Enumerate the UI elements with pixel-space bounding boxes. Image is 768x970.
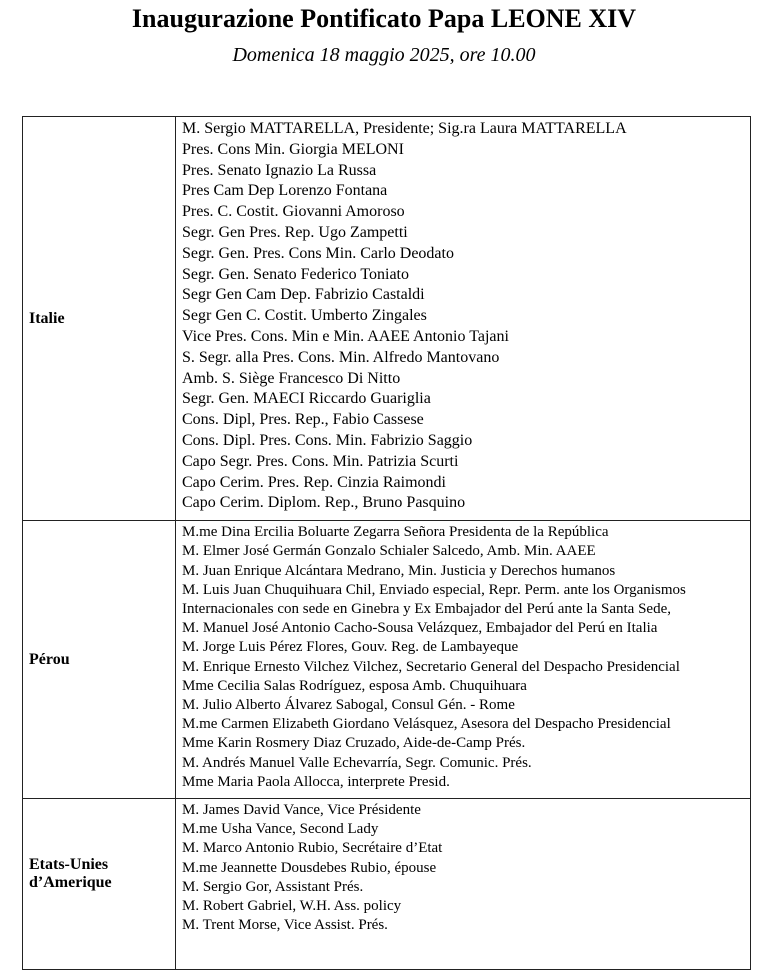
members-cell — [176, 521, 751, 799]
member-line: M. Jorge Luis Pérez Flores, Gouv. Reg. de Lambayeque — [182, 639, 519, 656]
member-line: M. Elmer José Germán Gonzalo Schialer Salcedo, Amb. Min. AAEE — [182, 543, 596, 560]
table-row-italie — [23, 117, 751, 521]
member-line: Cons. Dipl. Pres. Cons. Min. Fabrizio Saggio — [182, 431, 473, 449]
member-line: Pres. Senato Ignazio La Russa — [182, 161, 377, 179]
country-cell: Italie — [23, 117, 176, 521]
table-row-etats-unis — [23, 798, 751, 969]
member-line: M. Trent Morse, Vice Assist. Prés. — [182, 917, 388, 934]
member-line: M. Andrés Manuel Valle Echevarría, Segr. Comunic. Prés. — [182, 754, 532, 771]
member-line: Vice Pres. Cons. Min e Min. AAEE Antonio Tajani — [182, 327, 509, 345]
member-line: M. Robert Gabriel, W.H. Ass. policy — [182, 898, 402, 914]
member-line: Segr. Gen. Senato Federico Toniato — [182, 265, 409, 283]
member-line: Cons. Dipl, Pres. Rep., Fabio Cassese — [182, 411, 424, 429]
member-line: Segr. Gen. Pres. Cons Min. Carlo Deodato — [182, 244, 454, 262]
country-cell: Pérou — [23, 521, 176, 799]
member-line: Mme Maria Paola Allocca, interprete Presid. — [182, 773, 450, 790]
member-line: Segr. Gen Pres. Rep. Ugo Zampetti — [182, 223, 408, 241]
member-line: Pres Cam Dep Lorenzo Fontana — [182, 182, 388, 200]
member-line: M. Enrique Ernesto Vilchez Vilchez, Secretario General del Despacho Presidencial — [182, 658, 680, 675]
member-line: Capo Segr. Pres. Cons. Min. Patrizia Scurti — [182, 452, 459, 470]
member-line: M.me Usha Vance, Second Lady — [182, 821, 379, 838]
member-line: M.me Jeannette Dousdebes Rubio, épouse — [182, 859, 437, 876]
member-line: Segr Gen Cam Dep. Fabrizio Castaldi — [182, 286, 425, 304]
member-line: Internacionales con sede en Ginebra y Ex Embajador del Perú ante la Santa Sede, — [182, 600, 671, 617]
member-line: M. Sergio Gor, Assistant Prés. — [182, 878, 364, 895]
delegations-table — [22, 116, 751, 970]
members-cell — [176, 798, 751, 969]
member-line: Amb. S. Siège Francesco Di Nitto — [182, 369, 401, 387]
member-line: M. Juan Enrique Alcántara Medrano, Min. Justicia y Derechos humanos — [182, 562, 616, 579]
document-subtitle: Domenica 18 maggio 2025, ore 10.00 — [232, 44, 536, 66]
member-line: M. Manuel José Antonio Cacho-Sousa Velázquez, Embajador del Perú en Italia — [182, 620, 658, 637]
member-line: Segr. Gen. MAECI Riccardo Guariglia — [182, 390, 431, 408]
member-line: Pres. Cons Min. Giorgia MELONI — [182, 140, 404, 158]
member-line: S. Segr. alla Pres. Cons. Min. Alfredo Mantovano — [182, 348, 500, 366]
member-line: M. Luis Juan Chuquihuara Chil, Enviado especial, Repr. Perm. ante los Organismos — [182, 581, 686, 598]
member-line: M. James David Vance, Vice Présidente — [182, 801, 421, 818]
country-cell — [23, 798, 176, 969]
table-row-perou — [23, 521, 751, 799]
country-name-line: Etats-Unies — [29, 855, 109, 873]
member-line: Pres. C. Costit. Giovanni Amoroso — [182, 203, 405, 221]
member-line: Mme Cecilia Salas Rodríguez, esposa Amb. Chuquihuara — [182, 677, 527, 694]
member-line: Capo Cerim. Pres. Rep. Cinzia Raimondi — [182, 473, 446, 491]
member-line: Mme Karin Rosmery Diaz Cruzado, Aide-de-Camp Prés. — [182, 735, 526, 752]
member-line: M. Sergio MATTARELLA, Presidente; Sig.ra Laura MATTARELLA — [182, 120, 627, 137]
document-title: Inaugurazione Pontificato Papa LEONE XIV — [131, 4, 637, 33]
member-line: Segr Gen C. Costit. Umberto Zingales — [182, 307, 427, 325]
member-line: M.me Carmen Elizabeth Giordano Velásquez, Asesora del Despacho Presidencial — [182, 716, 671, 733]
member-line: Capo Cerim. Diplom. Rep., Bruno Pasquino — [182, 494, 466, 512]
member-line: M.me Dina Ercilia Boluarte Zegarra Señora Presidenta de la República — [182, 524, 609, 541]
country-name-line: d’Amerique — [29, 873, 112, 891]
members-cell — [176, 117, 751, 521]
member-line: M. Julio Alberto Álvarez Sabogal, Consul Gén. - Rome — [182, 696, 515, 713]
member-line: M. Marco Antonio Rubio, Secrétaire d’Etat — [182, 840, 443, 857]
